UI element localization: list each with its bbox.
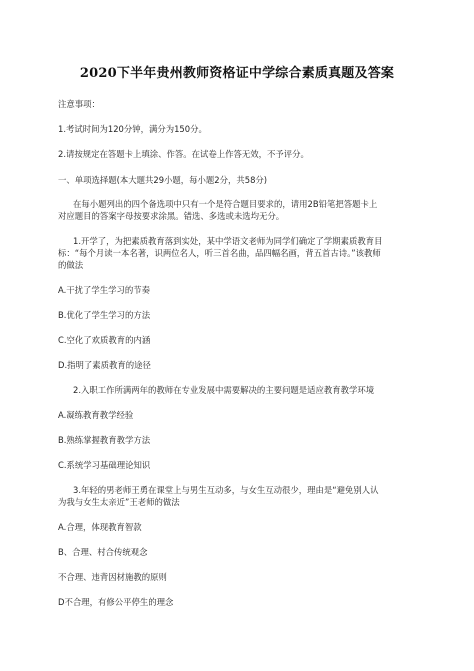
question-3-option-b: B、合理、村合传统观念 xyxy=(58,547,148,557)
notice-item-2: 2.请按规定在答题卡上填涂、作答。在试卷上作答无效，不予评分。 xyxy=(58,149,309,159)
question-1-option-d: D.指明了素质教育的途径 xyxy=(58,360,151,370)
notice-heading: 注意事项： xyxy=(58,99,100,109)
notice-item-1: 1.考试时间为120分钟，满分为150分。 xyxy=(58,124,207,134)
section-instructions-line-1: 在每小题列出的四个备选项中只有一个是符合题目要求的，请用2B铅笔把答题卡上 xyxy=(73,199,378,209)
question-3-option-d: D不合理，有修公平停生的理念 xyxy=(58,597,174,607)
question-1-stem-line-3: 的做法 xyxy=(58,260,84,270)
question-2-option-a: A.凝练教育教学经验 xyxy=(58,410,134,420)
question-3-option-a: A.合理，体现教育智款 xyxy=(58,522,142,532)
question-2-option-b: B.熟练掌握教育教学方法 xyxy=(58,435,151,445)
question-1-stem-line-1: 1.开学了，为把素质教育落到实处，某中学语文老师为同学们确定了学期素质教育目 xyxy=(73,236,383,246)
section-instructions-line-2: 对应题目的答案字母按要求涂黑。错选、多选或未选均无分。 xyxy=(58,211,285,221)
question-3-option-c: 不合理、违背因材施教的原则 xyxy=(58,572,167,582)
question-1-option-a: A.干扰了学生学习的节奏 xyxy=(58,285,150,295)
question-2-option-c: C.系统学习基础理论知识 xyxy=(58,460,151,470)
document-title: 2020下半年贵州教师资格证中学综合素质真题及答案 xyxy=(79,66,395,81)
section-heading: 一、单项选择题(本大题共29小题，每小题2分，共58分) xyxy=(58,175,268,185)
question-1-option-c: C.空化了欢质教育的内涵 xyxy=(58,335,151,345)
question-2-stem-line-1: 2.入职工作所满两年的教师在专业发展中需要解决的主要问题是适应教育教学环境 xyxy=(73,385,375,395)
question-3-stem-line-1: 3.年轻的男老师王勇在课堂上与男生互动多，与女生互动很少，理由是“避免别人认 xyxy=(73,485,379,495)
question-1-stem-line-2: 标：“每个月读一本名著，识两位名人，听三首名曲，品四幅名画，背五首古诗。”该教师 xyxy=(58,248,381,258)
question-3-stem-line-2: 为我与女生太亲近”王老师的做法 xyxy=(58,497,180,507)
question-1-option-b: B.优化了学生学习的方法 xyxy=(58,310,151,320)
